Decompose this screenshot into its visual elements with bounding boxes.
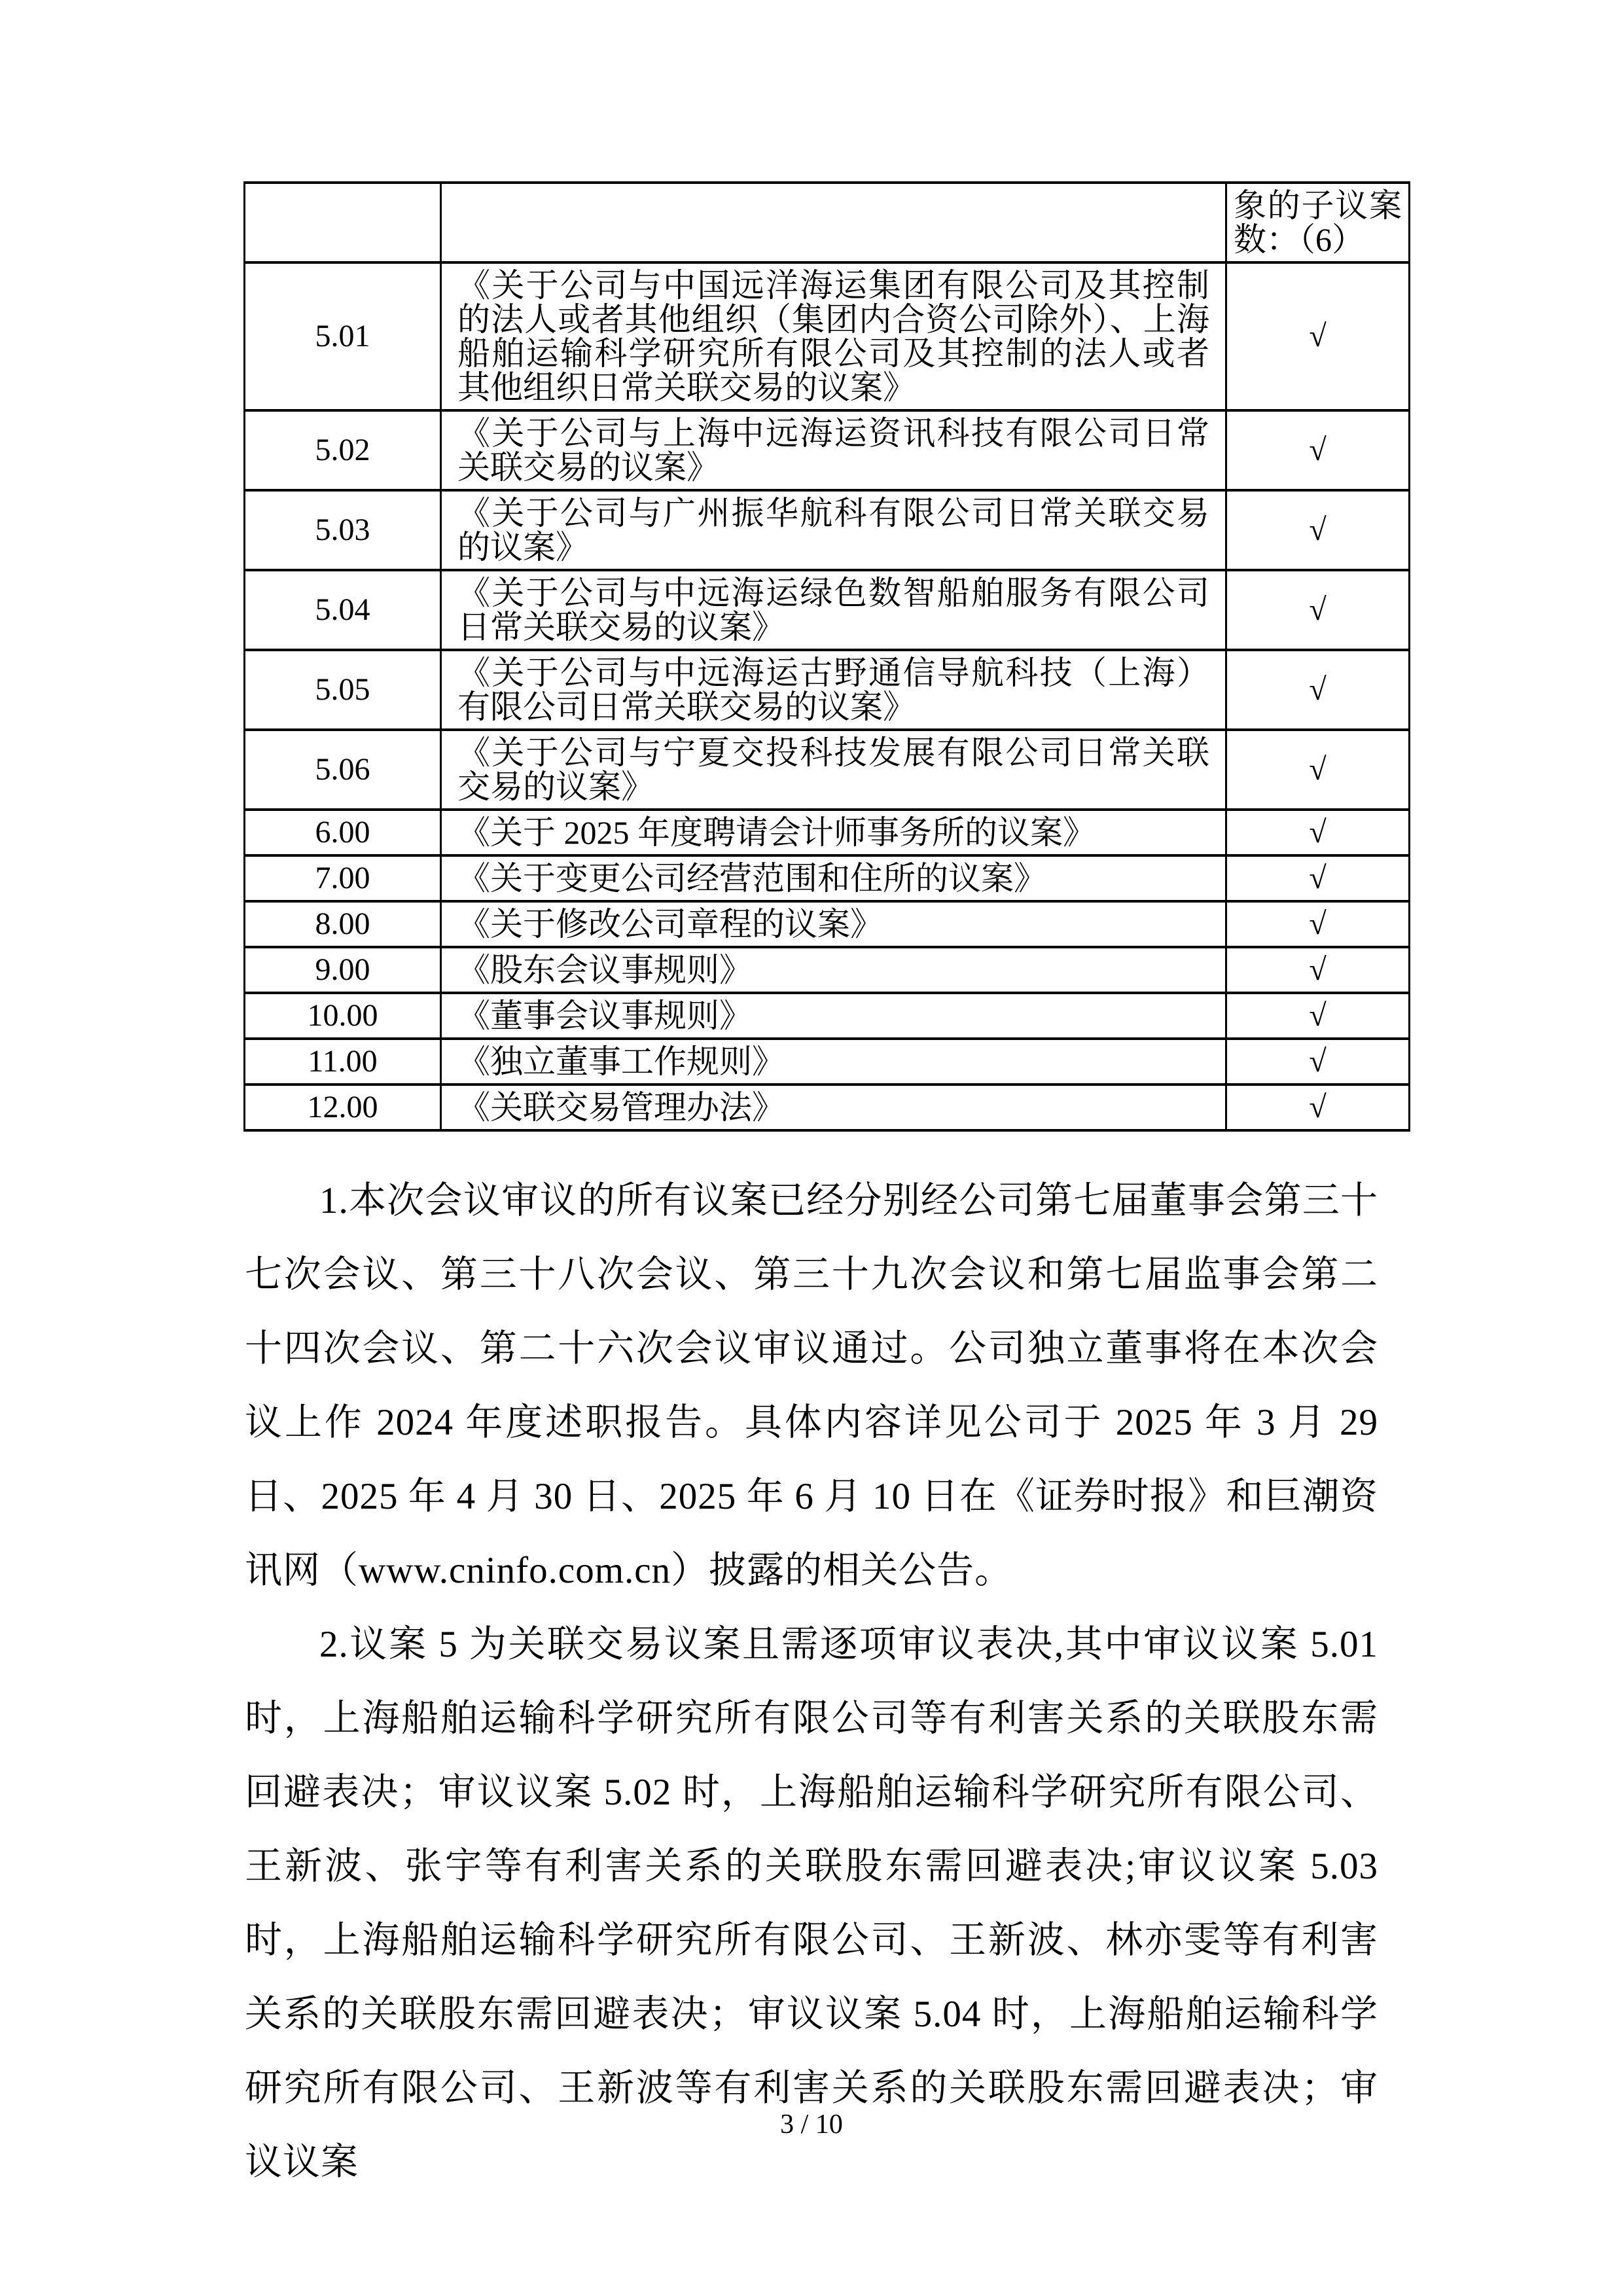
proposal-title: 《关于 2025 年度聘请会计师事务所的议案》 [441, 810, 1226, 855]
proposal-number: 12.00 [245, 1085, 441, 1130]
checkmark: √ [1226, 730, 1410, 810]
checkmark: √ [1226, 1085, 1410, 1130]
checkmark: √ [1226, 410, 1410, 490]
proposal-title: 《关于公司与中远海运绿色数智船舶服务有限公司日常关联交易的议案》 [441, 570, 1226, 650]
proposal-number: 6.00 [245, 810, 441, 855]
proposal-title: 《关联交易管理办法》 [441, 1085, 1226, 1130]
proposal-number: 9.00 [245, 947, 441, 993]
checkmark: √ [1226, 490, 1410, 570]
body-text [245, 1164, 1378, 2199]
checkmark: √ [1226, 650, 1410, 730]
table-row [245, 1039, 1410, 1085]
checkmark: √ [1226, 810, 1410, 855]
proposal-title: 《独立董事工作规则》 [441, 1039, 1226, 1085]
proposal-number: 10.00 [245, 993, 441, 1039]
paragraph-note-2: 2.议案 5 为关联交易议案且需逐项审议表决,其中审议议案 5.01 时，上海船舶运输科学研究所有限公司等有利害关系的关联股东需回避表决；审议议案 5.02 时，上海船舶运输科学研究所有限公司、王新波、张宇等有利害关系的关联股东需回避表决;审议议案 5.03 时，上海船舶运输科学研究所有限公司、王新波、林亦雯等有利害关系的关联股东需回避表决；审议议案 5.04 时，上海船舶运输科学研究所有限公司、王新波等有利害关系的关联股东需回避表决；审议议案 [245, 1624, 1378, 2183]
table-row [245, 901, 1410, 947]
table-row [245, 993, 1410, 1039]
proposal-title: 《关于公司与中远海运古野通信导航科技（上海）有限公司日常关联交易的议案》 [441, 650, 1226, 730]
proposal-number: 11.00 [245, 1039, 441, 1085]
table-row [245, 810, 1410, 855]
page-number: 3 / 10 [780, 2109, 843, 2140]
table-row [245, 410, 1410, 490]
checkmark: √ [1226, 1039, 1410, 1085]
table-row [245, 730, 1410, 810]
checkmark: √ [1226, 947, 1410, 993]
checkmark: √ [1226, 262, 1410, 410]
proposal-title: 《关于修改公司章程的议案》 [441, 901, 1226, 947]
proposal-title: 《董事会议事规则》 [441, 993, 1226, 1039]
proposal-number: 5.05 [245, 650, 441, 730]
paragraph-note-1: 1.本次会议审议的所有议案已经分别经公司第七届董事会第三十七次会议、第三十八次会议、第三十九次会议和第七届监事会第二十四次会议、第二十六次会议审议通过。公司独立董事将在本次会议上作 2024 年度述职报告。具体内容详见公司于 2025 年 3 月 29 日、2025 年 4 月 30 日、2025 年 6 月 10 日在《证券时报》和巨潮资讯网（www.cninfo.com.cn）披露的相关公告。 [245, 1180, 1378, 1591]
checkmark: √ [1226, 993, 1410, 1039]
table-row [245, 262, 1410, 410]
proposal-number: 5.02 [245, 410, 441, 490]
checkmark: √ [1226, 855, 1410, 901]
proposal-title: 《关于变更公司经营范围和住所的议案》 [441, 855, 1226, 901]
proposal-number: 5.01 [245, 262, 441, 410]
checkmark: √ [1226, 901, 1410, 947]
proposal-title: 《关于公司与广州振华航科有限公司日常关联交易的议案》 [441, 490, 1226, 570]
table-row [245, 490, 1410, 570]
page-footer [0, 2109, 1623, 2140]
proposal-number: 5.04 [245, 570, 441, 650]
proposal-number: 7.00 [245, 855, 441, 901]
proposal-title: 《关于公司与中国远洋海运集团有限公司及其控制的法人或者其他组织（集团内合资公司除外）、上海船舶运输科学研究所有限公司及其控制的法人或者其他组织日常关联交易的议案》 [441, 262, 1226, 410]
table-row [245, 855, 1410, 901]
proposal-title: 《关于公司与宁夏交投科技发展有限公司日常关联交易的议案》 [441, 730, 1226, 810]
proposal-number: 5.03 [245, 490, 441, 570]
table-row [245, 947, 1410, 993]
header-cell-number [245, 183, 441, 262]
table-row [245, 570, 1410, 650]
table-header-row [245, 183, 1410, 262]
header-cell-title [441, 183, 1226, 262]
header-cell-subproposal-count: 象的子议案数：（6） [1226, 183, 1410, 262]
checkmark: √ [1226, 570, 1410, 650]
proposal-title: 《关于公司与上海中远海运资讯科技有限公司日常关联交易的议案》 [441, 410, 1226, 490]
proposal-number: 5.06 [245, 730, 441, 810]
table-row [245, 650, 1410, 730]
proposal-number: 8.00 [245, 901, 441, 947]
proposals-table [243, 181, 1410, 1132]
proposal-title: 《股东会议事规则》 [441, 947, 1226, 993]
table-row [245, 1085, 1410, 1130]
